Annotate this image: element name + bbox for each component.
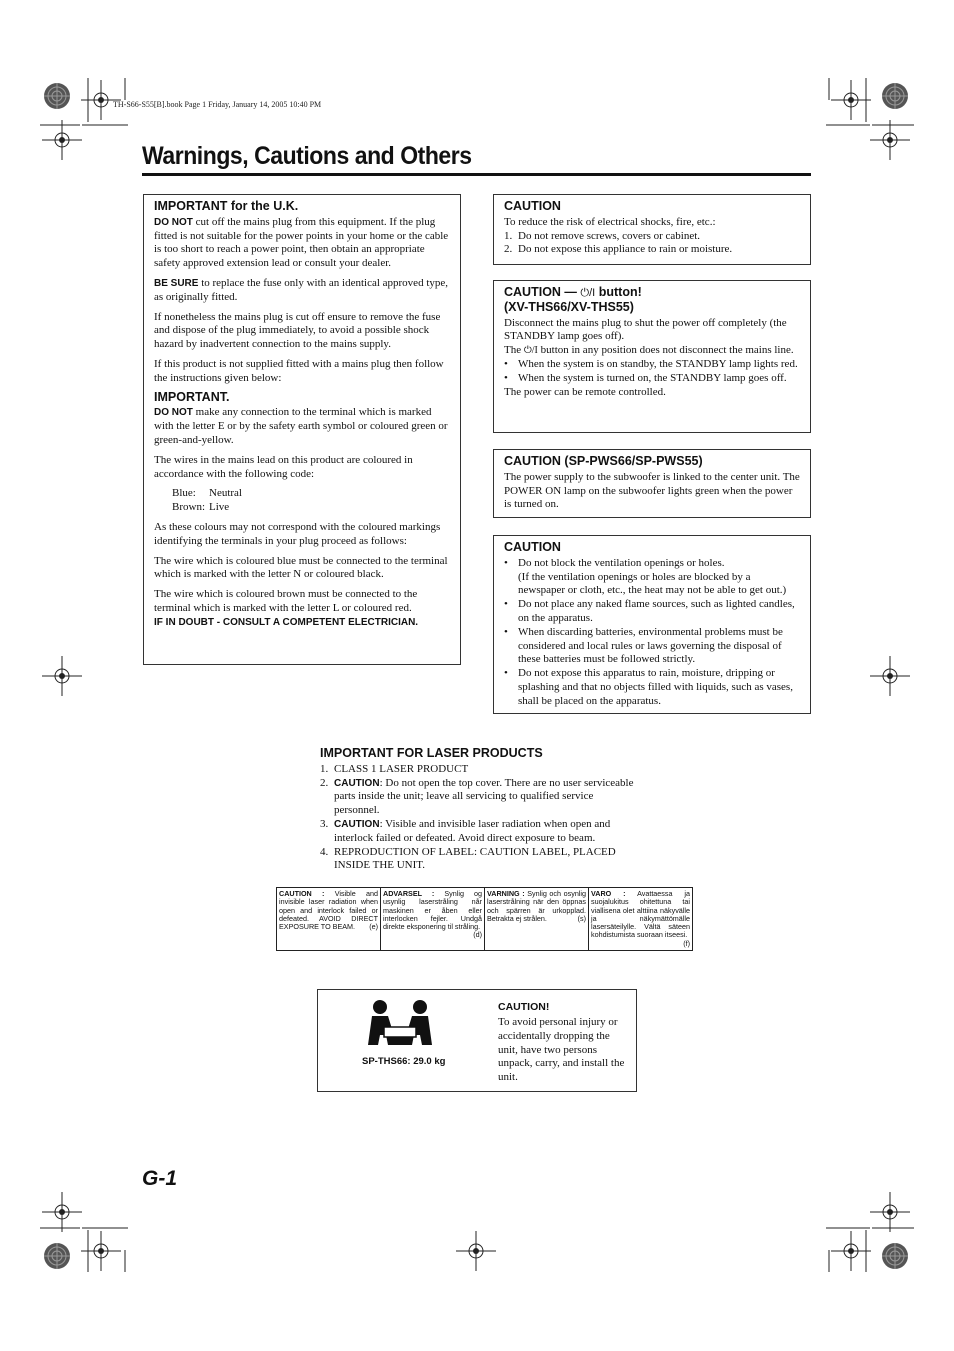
list-item: 4. REPRODUCTION OF LABEL: CAUTION LABEL, PLACED INSIDE THE UNIT.: [320, 845, 616, 872]
uk-para-4: If this product is not supplied fitted with a mains plug then follow the instructions given below:: [154, 357, 444, 384]
list-item: 2. CAUTION: Do not open the top cover. There are no user serviceable parts inside the unit; leave all servicing to qualified service personnel.: [320, 776, 634, 817]
list-item: • When the system is turned on, the STANDBY lamp goes off.: [504, 371, 787, 384]
list-item: • Do not place any naked flame sources, such as lighted candles, on the apparatus.: [504, 598, 795, 624]
uk-heading: IMPORTANT for the U.K.: [154, 199, 299, 213]
caution-4-list: [504, 557, 800, 709]
caution-3-para: The power supply to the subwoofer is linked to the center unit. The POWER ON lamp on the subwoofer lights green when the power is turned on.: [504, 470, 800, 511]
lift-heading: CAUTION!: [498, 1001, 550, 1013]
caution-1-list: [504, 230, 800, 258]
label-cell-en: CAUTION : Visible and invisible laser radiation when open and interlock failed or defeated. AVOID DIRECT EXPOSURE TO BEAM. (e): [277, 888, 381, 951]
uk-doubt-line: IF IN DOUBT - CONSULT A COMPETENT ELECTRICIAN.: [154, 616, 419, 628]
two-person-lift-icon: [362, 999, 438, 1047]
caution-3-heading: CAUTION (SP-PWS66/SP-PWS55): [504, 454, 703, 468]
caution-2-heading: CAUTION — ⏻/I button! (XV-THS66/XV-THS55): [504, 285, 642, 314]
label-cell-sv: VARNING : Synlig och osynlig laserstrålning när den öppnas och spärren är urkopplad. Betrakta ej strålen. (s): [485, 888, 589, 951]
caution-2-para-3: The power can be remote controlled.: [504, 385, 666, 398]
power-icon: ⏻/I: [523, 345, 538, 357]
uk-para-2: BE SURE to replace the fuse only with an identical approved type, as originally fitted.: [154, 276, 449, 303]
lift-text: [498, 1001, 630, 1085]
laser-list: [320, 763, 638, 873]
code-blue-value: Neutral: [209, 487, 242, 500]
uk-para-1: DO NOT cut off the mains plug from this equipment. If the plug fitted is not suitable for the power points in your home or the cable is too short to reach a power point, then obtain an appropriate safety approved extension lead or consult your dealer.: [154, 215, 449, 270]
important-heading: IMPORTANT.: [154, 389, 230, 404]
list-item: 1. CLASS 1 LASER PRODUCT: [320, 762, 469, 775]
laser-section: [320, 747, 638, 873]
code-brown-value: Live: [209, 501, 230, 514]
list-item: 2. Do not expose this appliance to rain or moisture.: [504, 243, 733, 256]
uk-para-9: The wire which is coloured brown must be connected to the terminal which is marked with the letter L or coloured red.: [154, 588, 418, 614]
uk-para-3: If nonetheless the mains plug is cut off ensure to remove the fuse and dispose of the plug immediately, to avoid a possible shock hazard by inadvertent connection to the mains supply.: [154, 310, 441, 351]
caution-1-heading: CAUTION: [504, 199, 561, 213]
list-item: • Do not expose this apparatus to rain, moisture, dripping or splashing and that no objects filled with liquids, such as vases, shall be placed on the apparatus.: [504, 667, 793, 707]
list-item: • When discarding batteries, environmental problems must be considered and local rules or laws governing the disposal of these batteries must be followed strictly.: [504, 625, 783, 666]
lift-warning-box: [317, 989, 637, 1092]
page-number: G-1: [142, 1167, 178, 1190]
laser-heading: IMPORTANT FOR LASER PRODUCTS: [320, 746, 543, 760]
code-brown-label: Brown:: [172, 501, 205, 514]
list-item: 1. Do not remove screws, covers or cabinet.: [504, 229, 701, 242]
uk-para-8: The wire which is coloured blue must be connected to the terminal which is marked with the letter N or coloured black.: [154, 554, 448, 581]
lift-body: To avoid personal injury or accidentally dropping the unit, have two persons unpack, carry, and install the unit.: [498, 1016, 625, 1084]
title-rule: [142, 173, 811, 176]
power-icon: ⏻/I: [580, 287, 596, 299]
lift-model-weight: SP-THS66: 29.0 kg: [362, 1056, 446, 1067]
uk-para-5: DO NOT make any connection to the terminal which is marked with the letter E or by the safety earth symbol or coloured green or green-and-yellow.: [154, 406, 448, 446]
caution-1-intro: To reduce the risk of electrical shocks, fire, etc.:: [504, 215, 716, 228]
list-item: • When the system is on standby, the STANDBY lamp lights red.: [504, 357, 798, 370]
uk-para-7: As these colours may not correspond with the coloured markings identifying the terminals in your plug proceed as follows:: [154, 520, 441, 547]
caution-2-list: [504, 358, 800, 386]
caution-2-para-1: Disconnect the mains plug to shut the power off completely (the STANDBY lamp goes off).: [504, 316, 787, 343]
label-cell-da: ADVARSEL : Synlig og usynlig laserstråling når maskinen er åben eller interlocken fejler. Undgå direkte eksponering til stråling. (d): [381, 888, 485, 951]
caution-2-para-2: The ⏻/I button in any position does not disconnect the mains line.: [504, 344, 794, 357]
code-blue-label: Blue:: [172, 487, 196, 500]
label-cell-fi: VARO : Avattaessa ja suojalukitus ohitettuna tai viallisena olet alttiina näkyvälle ja näkymättömälle lasersäteilylle. Vältä säteen kohdistumista suoraan itseesi. (f): [589, 888, 693, 951]
caution-box-2: [493, 280, 811, 433]
wire-color-codes: [172, 487, 246, 515]
page-title: Warnings, Cautions and Others: [142, 142, 472, 170]
caution-box-4: [493, 535, 811, 714]
book-meta: TH-S66-S55[B].book Page 1 Friday, January 14, 2005 10:40 PM: [113, 100, 322, 109]
uk-important-box: [143, 194, 461, 665]
laser-caution-label: [276, 887, 693, 951]
caution-4-heading: CAUTION: [504, 540, 561, 554]
uk-para-6: The wires in the mains lead on this product are coloured in accordance with the following code:: [154, 453, 413, 480]
list-item: 3. CAUTION: Visible and invisible laser radiation when open and interlock failed or defeated. Avoid direct exposure to beam.: [320, 817, 611, 844]
caution-box-3: [493, 449, 811, 518]
caution-box-1: [493, 194, 811, 265]
list-item: • Do not block the ventilation openings or holes. (If the ventilation openings or holes are blocked by a newspaper or cloth, etc., the heat may not be able to get out.): [504, 556, 787, 597]
